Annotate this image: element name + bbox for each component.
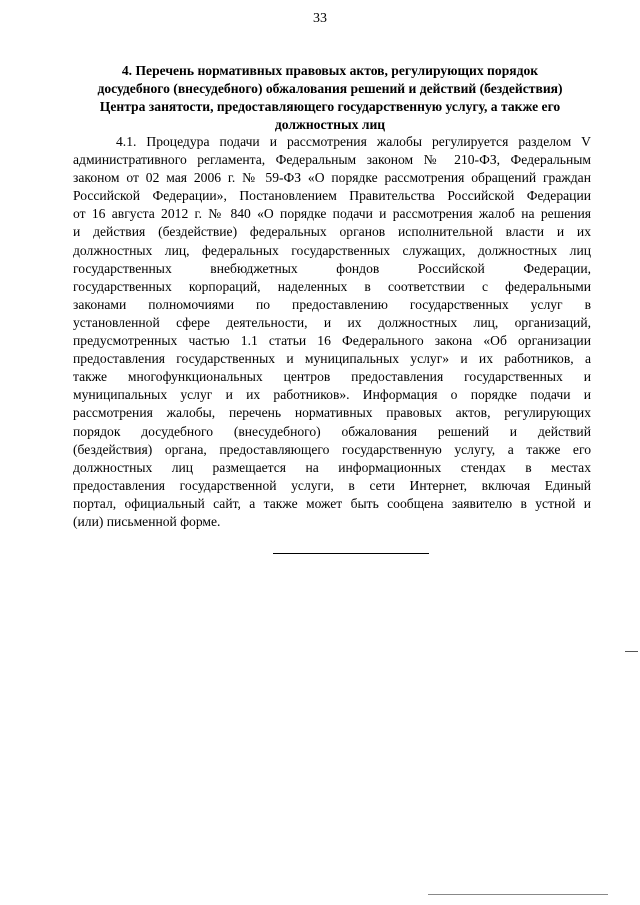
paragraph-4-1 bbox=[73, 133, 591, 531]
paragraph-line: и действия (бездействие) федеральных органов исполнительной власти и их bbox=[73, 224, 591, 240]
paragraph-line: государственных внебюджетных фондов Российской Федерации, bbox=[73, 260, 591, 276]
heading-line: Центра занятости, предоставляющего государственную услугу, а также его bbox=[99, 99, 561, 114]
paragraph-line: 4.1. Процедура подачи и рассмотрения жалобы регулируется разделом V bbox=[116, 134, 591, 149]
paragraph-line: государственных корпораций, наделенных в соответствии с федеральными bbox=[73, 278, 591, 294]
paragraph-line: также многофункциональных центров предоставления государственных и bbox=[73, 369, 591, 385]
margin-mark bbox=[625, 651, 638, 652]
paragraph-line: законами полномочиями по предоставлению государственных услуг в bbox=[73, 296, 591, 312]
paragraph-line: установленной сфере деятельности, и их должностных лиц, организаций, bbox=[73, 314, 591, 330]
section-heading bbox=[70, 62, 590, 134]
paragraph-line: административного регламента, Федеральным законом № 210-ФЗ, Федеральным bbox=[73, 152, 591, 168]
paragraph-line: портал, официальный сайт, а также может быть сообщена заявителю в устной и bbox=[73, 495, 591, 511]
paragraph-line: законом от 02 мая 2006 г. № 59-ФЗ «О порядке рассмотрения обращений граждан bbox=[73, 170, 591, 186]
heading-line: должностных лиц bbox=[274, 117, 386, 132]
end-separator-line bbox=[273, 553, 429, 554]
paragraph-line: предоставления государственных и муниципальных услуг» и их работников, а bbox=[73, 351, 591, 367]
paragraph-line: (или) письменной форме. bbox=[73, 513, 221, 529]
paragraph-line: муниципальных услуг и их работников». Информация о порядке подачи и bbox=[73, 387, 591, 403]
paragraph-line: должностных лиц, федеральных государственных служащих, должностных лиц bbox=[73, 242, 591, 258]
paragraph-line: рассмотрения жалобы, перечень нормативных правовых актов, регулирующих bbox=[73, 405, 591, 421]
paragraph-line: предусмотренных частью 1.1 статьи 16 Федерального закона «Об организации bbox=[73, 333, 591, 349]
paragraph-line: Российской Федерации», Постановлением Правительства Российской Федерации bbox=[73, 188, 591, 204]
paragraph-line: должностных лиц размещается на информационных стендах в местах bbox=[73, 459, 591, 475]
page-number: 33 bbox=[313, 11, 327, 26]
paragraph-line: (бездействия) органа, предоставляющего государственную услугу, а также его bbox=[73, 441, 591, 457]
paragraph-line: от 16 августа 2012 г. № 840 «О порядке подачи и рассмотрения жалоб на решения bbox=[73, 206, 591, 222]
paragraph-line: порядок досудебного (внесудебного) обжалования решений и действий bbox=[73, 423, 591, 439]
bottom-rule-line bbox=[428, 894, 608, 895]
paragraph-line: предоставления государственной услуги, в сети Интернет, включая Единый bbox=[73, 477, 591, 493]
heading-line: 4. Перечень нормативных правовых актов, регулирующих порядок bbox=[121, 63, 539, 78]
heading-line: досудебного (внесудебного) обжалования решений и действий (бездействия) bbox=[97, 81, 563, 96]
